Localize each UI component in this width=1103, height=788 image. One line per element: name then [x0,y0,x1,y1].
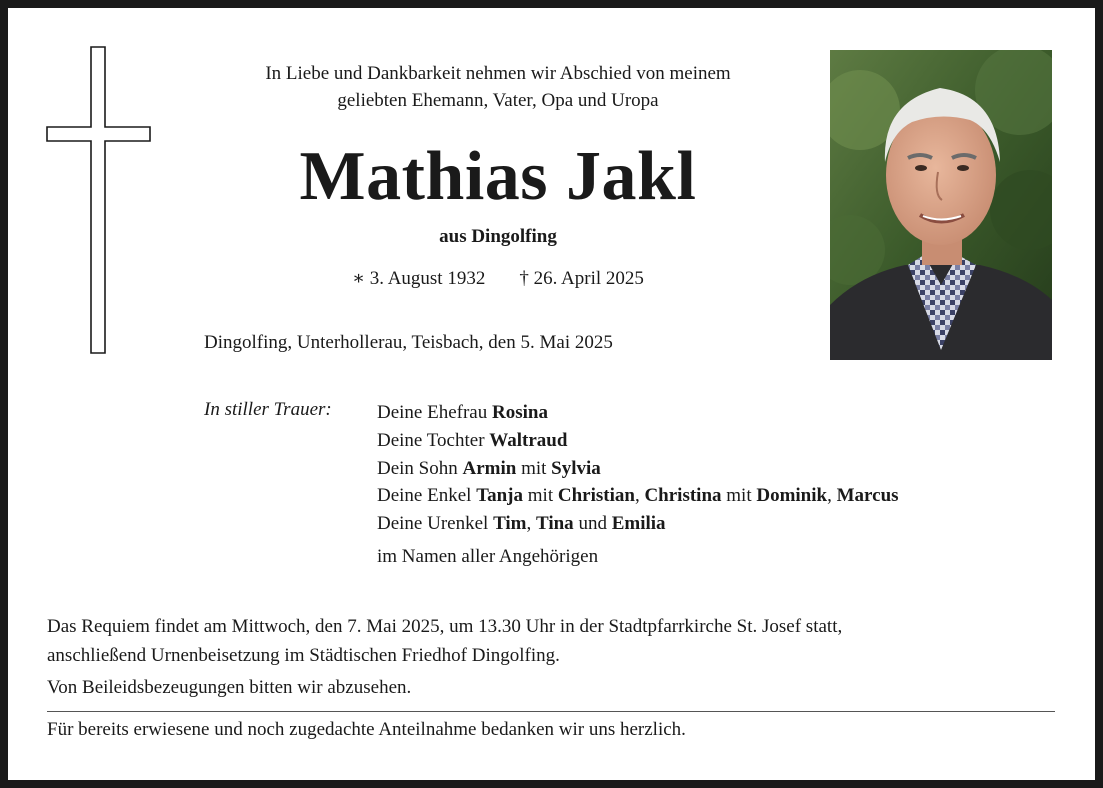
deceased-name: Mathias Jakl [299,138,697,215]
divider [47,711,1055,712]
mourner-row-son: Dein Sohn Armin mit Sylvia [377,457,601,479]
mourner-row-daughter: Deine Tochter Waltraud [377,429,568,451]
life-dates [198,267,798,290]
intro-text [198,60,798,114]
portrait-photo [830,50,1052,360]
mourners-label: In stiller Trauer: [204,399,332,420]
mourners-list [377,399,899,538]
cross-icon [46,46,152,354]
death-date: † 26. April 2025 [519,268,644,289]
deceased-origin: aus Dingolfing [439,226,557,247]
requiem-line-2: anschließend Urnenbeisetzung im Städtischen Friedhof Dingolfing. [47,645,560,666]
mourner-row-great-grandchildren: Deine Urenkel Tim, Tina und Emilia [377,513,666,535]
obituary-notice [8,8,1095,780]
thanks-note: Für bereits erwiesene und noch zugedachte Anteilnahme bedanken wir uns herzlich. [47,719,686,740]
birth-date: ∗ 3. August 1932 [352,268,486,289]
mourner-row-spouse: Deine Ehefrau Rosina [377,402,548,423]
intro-line-1: In Liebe und Dankbarkeit nehmen wir Abschied von meinem [265,63,731,84]
mourner-row-grandchildren: Deine Enkel Tanja mit Christian, Christina mit Dominik, Marcus [377,485,899,507]
place-and-date: Dingolfing, Unterhollerau, Teisbach, den 5. Mai 2025 [204,332,613,353]
mourners-closing: im Namen aller Angehörigen [377,546,599,567]
requiem-line-1: Das Requiem findet am Mittwoch, den 7. Mai 2025, um 13.30 Uhr in der Stadtpfarrkirche St. Josef statt, [47,616,843,637]
no-condolences-note: Von Beileidsbezeugungen bitten wir abzusehen. [47,677,412,698]
requiem-info [47,612,1057,670]
intro-line-2: geliebten Ehemann, Vater, Opa und Uropa [337,90,659,111]
